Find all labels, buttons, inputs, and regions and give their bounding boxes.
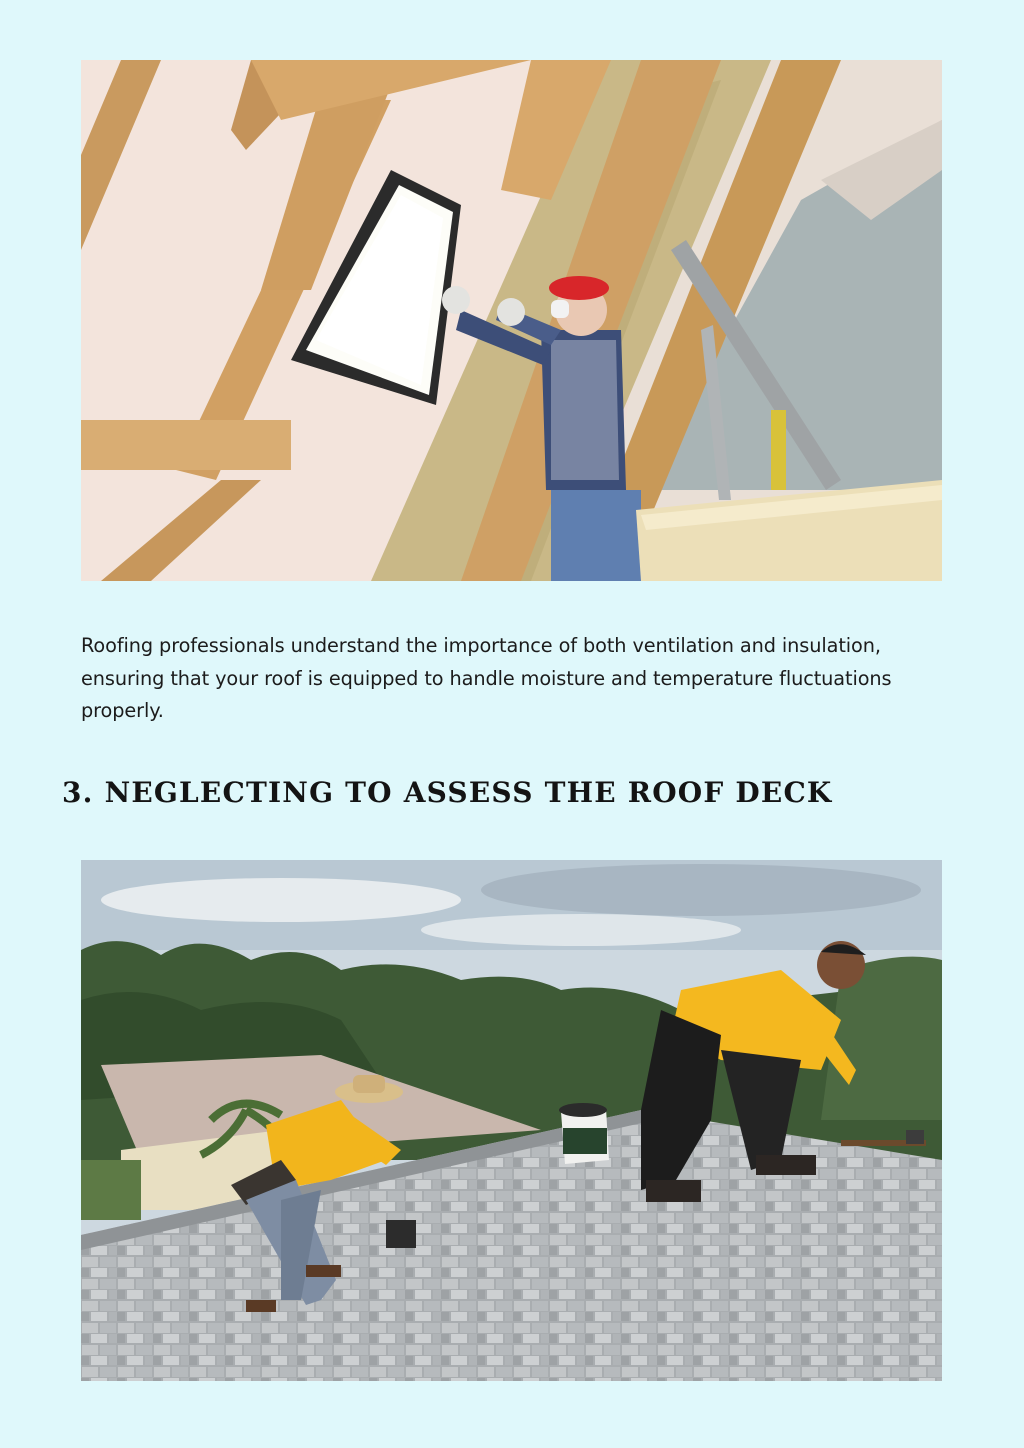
attic-insulation-illustration	[81, 60, 942, 581]
roofers-on-roof-photo	[81, 860, 942, 1381]
section-heading: 3. NEGLECTING TO ASSESS THE ROOF DECK	[62, 776, 833, 809]
attic-insulation-photo	[81, 60, 942, 581]
roofers-illustration	[81, 860, 942, 1381]
body-paragraph: Roofing professionals understand the importance of both ventilation and insulation, ensuring that your roof is equipped to handle moisture and temperature fluctuations properly.	[81, 634, 892, 722]
